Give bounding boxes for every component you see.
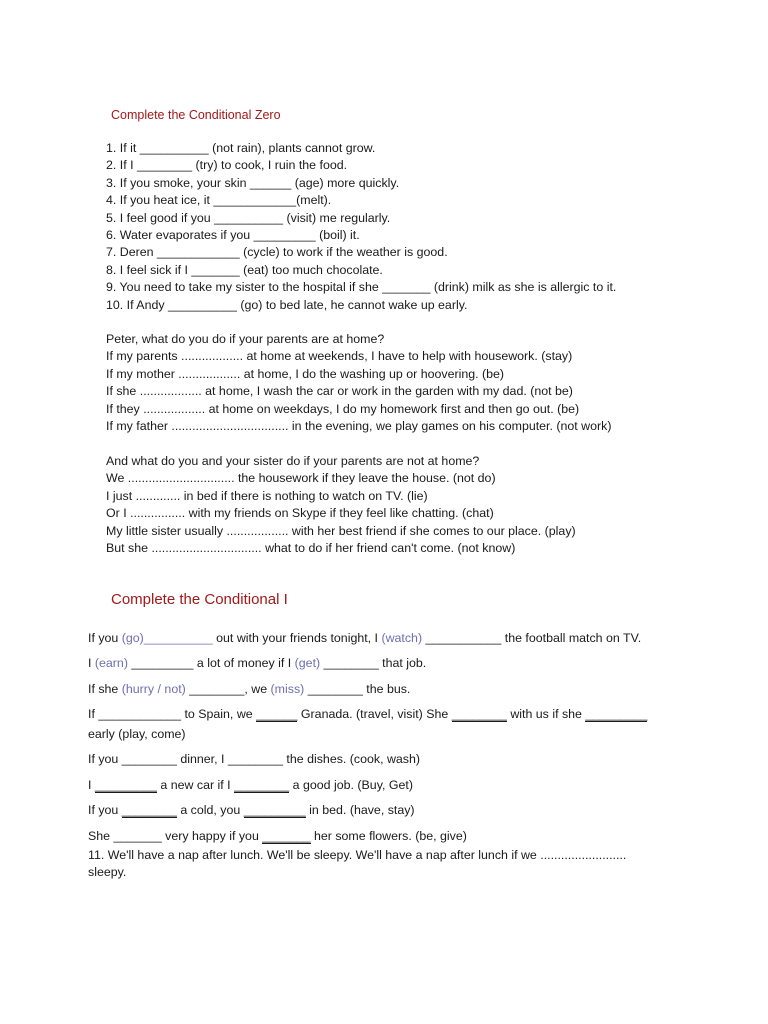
answer-blank: _________ (585, 707, 648, 721)
exercise-item: 11. We'll have a nap after lunch. We'll be sleepy. We'll have a nap after lunch if we ......................... sleepy. (88, 848, 627, 880)
exercise-item: 3. If you smoke, your skin ______ (age) more quickly. (106, 175, 400, 190)
text: If ____________ to Spain, we (88, 707, 257, 721)
text: Granada. (travel, visit) She (297, 707, 452, 721)
text: a good job. (Buy, Get) (289, 777, 413, 792)
verb-hint: (get) (294, 656, 321, 670)
exercise-item: 1. If it __________ (not rain), plants cannot grow. (106, 141, 376, 155)
text: I (88, 656, 95, 670)
verb-hint: (hurry / not) (121, 681, 186, 696)
text: _________ a lot of money if I (127, 656, 295, 670)
text: with us if she (506, 707, 586, 721)
section-title-conditional-zero: Complete the Conditional Zero (111, 108, 281, 122)
paragraph-line: If they .................. at home on weekdays, I do my homework first and then go out. (be) (106, 401, 580, 416)
exercise-item: If you ________ dinner, I ________ the dishes. (cook, wash) (88, 752, 421, 766)
paragraph-line: If my father .................................. in the evening, we play games on his computer. (not work) (106, 419, 612, 434)
conditional-zero-exercise-list (106, 140, 746, 314)
exercise-item: 6. Water evaporates if you _________ (boil) it. (106, 228, 360, 243)
exercise-item: 9. You need to take my sister to the hospital if she _______ (drink) milk as she is allergic to it. (106, 280, 617, 295)
answer-blank: ________ (451, 707, 507, 721)
exercise-item: 2. If I ________ (try) to cook, I ruin the food. (106, 158, 348, 173)
text: out with your friends tonight, I (212, 631, 382, 645)
section-title-conditional-one: Complete the Conditional I (111, 591, 288, 608)
text: a new car if I (156, 777, 235, 792)
paragraph-line: If my parents .................. at home at weekends, I have to help with housework. (stay) (106, 349, 573, 364)
exercise-item: 5. I feel good if you __________ (visit) me regularly. (106, 210, 391, 225)
exercise-item (88, 653, 668, 673)
paragraph-line: We ............................... the housework if they leave the house. (not do) (106, 471, 496, 486)
verb-hint: (go)__________ (121, 631, 213, 645)
answer-blank: ________ (121, 803, 177, 817)
text: If she (88, 681, 122, 696)
text: ________ that job. (320, 656, 427, 670)
text: If you (88, 803, 122, 817)
text: ________ the bus. (304, 681, 411, 696)
text: a cold, you (176, 803, 244, 817)
text: ___________ the football match on TV. (422, 631, 642, 645)
text: She _______ very happy if you (88, 828, 263, 843)
text: her some flowers. (be, give) (310, 828, 467, 843)
paragraph-line: Or I ................ with my friends on Skype if they feel like chatting. (chat) (106, 506, 494, 521)
exercise-item (88, 679, 668, 699)
text: ________, we (185, 681, 271, 696)
answer-blank: ______ (256, 707, 298, 721)
exercise-item: 8. I feel sick if I _______ (eat) too much chocolate. (106, 262, 383, 277)
text: in bed. (have, stay) (305, 803, 415, 817)
answer-blank: _________ (243, 803, 306, 817)
exercise-item: 4. If you heat ice, it ____________(melt). (106, 193, 332, 208)
exercise-item (88, 775, 668, 795)
paragraph-line: And what do you and your sister do if your parents are not at home? (106, 454, 480, 468)
answer-blank: _______ (262, 828, 311, 843)
paragraph-line: I just ............. in bed if there is nothing to watch on TV. (lie) (106, 488, 428, 503)
paragraph-line: If she .................. at home, I wash the car or work in the garden with my dad. (not be) (106, 384, 573, 399)
peter-paragraph (106, 331, 746, 435)
answer-blank: ________ (234, 777, 290, 792)
exercise-item (88, 826, 668, 846)
text: If you (88, 631, 122, 645)
verb-hint: (earn) (94, 656, 128, 670)
exercise-item: 7. Deren ____________ (cycle) to work if the weather is good. (106, 245, 448, 260)
paragraph-line: But she ................................ what to do if her friend can't come. (not know) (106, 541, 516, 556)
text: I (88, 777, 95, 792)
exercise-item (88, 704, 668, 744)
conditional-one-exercise-list (88, 628, 668, 881)
exercise-item: 10. If Andy __________ (go) to bed late, he cannot wake up early. (106, 297, 468, 312)
exercise-item (88, 628, 668, 648)
answer-blank: _________ (94, 777, 157, 792)
paragraph-line: Peter, what do you do if your parents are at home? (106, 332, 385, 346)
paragraph-line: If my mother .................. at home, I do the washing up or hoovering. (be) (106, 366, 505, 381)
and-what-paragraph (106, 453, 746, 557)
exercise-item (88, 800, 668, 820)
paragraph-line: My little sister usually .................. with her best friend if she comes to our place. (play) (106, 523, 576, 538)
text: early (play, come) (88, 727, 186, 741)
verb-hint: (watch) (381, 631, 423, 645)
verb-hint: (miss) (270, 681, 305, 696)
